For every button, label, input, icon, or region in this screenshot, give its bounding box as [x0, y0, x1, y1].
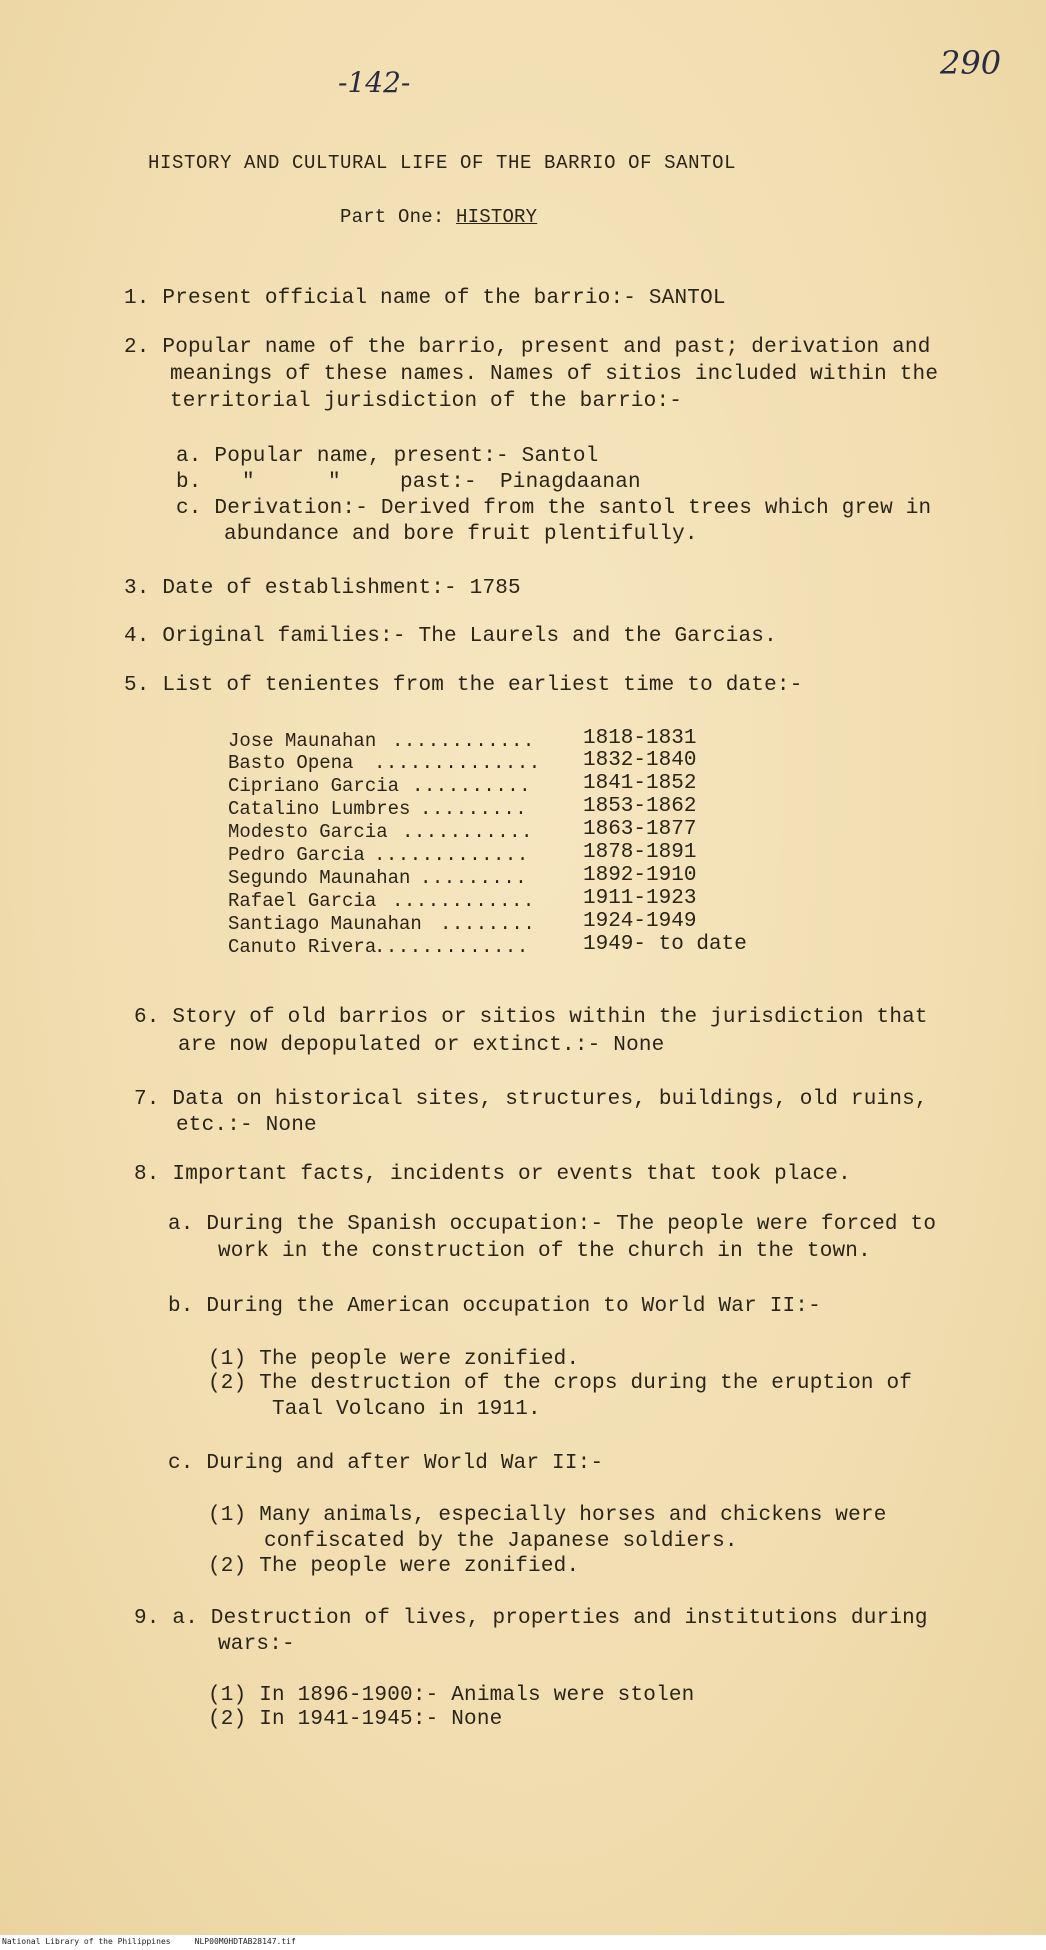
teniente-leader-dots: ..........: [412, 775, 532, 797]
item-8c-1-line-2: confiscated by the Japanese soldiers.: [264, 1530, 738, 1553]
item-8c-2: (2) The people were zonified.: [208, 1555, 580, 1578]
item-8c: c. During and after World War II:-: [168, 1452, 604, 1475]
teniente-name: Canuto Rivera: [228, 936, 377, 958]
item-8a-line-2: work in the construction of the church in the town.: [218, 1240, 871, 1263]
teniente-name: Modesto Garcia: [228, 821, 388, 843]
item-6-line-1: 6. Story of old barrios or sitios within the jurisdiction that: [134, 1006, 928, 1029]
teniente-name: Catalino Lumbres: [228, 798, 411, 820]
item-8b: b. During the American occupation to World War II:-: [168, 1295, 821, 1318]
teniente-leader-dots: ...........: [402, 821, 533, 843]
item-7-line-1: 7. Data on historical sites, structures, buildings, old ruins,: [134, 1088, 928, 1111]
part-label: Part One:: [340, 206, 445, 228]
item-2b-value: Pinagdaanan: [500, 471, 641, 494]
scan-file-name: NLP00M0HDTAB28147.tif: [194, 1937, 296, 1946]
item-2b-ditto-2: ": [328, 471, 341, 494]
teniente-leader-dots: .............: [374, 936, 529, 958]
teniente-years: 1924-1949: [583, 910, 697, 933]
item-2b-letter: b.: [176, 471, 202, 494]
teniente-years: 1853-1862: [583, 795, 697, 818]
teniente-name: Segundo Maunahan: [228, 867, 411, 889]
item-9a-line-2: wars:-: [218, 1633, 295, 1656]
teniente-leader-dots: .........: [420, 798, 528, 820]
part-name: HISTORY: [456, 206, 538, 228]
teniente-leader-dots: ............: [392, 730, 535, 752]
item-4: 4. Original families:- The Laurels and the Garcias.: [124, 625, 777, 648]
item-8a-line-1: a. During the Spanish occupation:- The people were forced to: [168, 1213, 937, 1236]
item-6-line-2: are now depopulated or extinct.:- None: [178, 1034, 665, 1057]
teniente-name: Basto Opena: [228, 752, 354, 774]
scan-footer: [2, 1937, 296, 1946]
teniente-years: 1949- to date: [583, 933, 747, 956]
teniente-years: 1832-1840: [583, 749, 697, 772]
page-number: -142-: [338, 66, 411, 99]
document-title: HISTORY AND CULTURAL LIFE OF THE BARRIO OF SANTOL: [148, 152, 737, 174]
archive-stamp-number: 290: [940, 44, 1002, 82]
item-2b-past: past:-: [400, 471, 477, 494]
item-9a-2: (2) In 1941-1945:- None: [208, 1708, 503, 1731]
item-7-line-2: etc.:- None: [176, 1114, 317, 1137]
library-credit: National Library of the Philippines: [2, 1937, 171, 1946]
teniente-years: 1911-1923: [583, 887, 697, 910]
item-2-line-3: territorial jurisdiction of the barrio:-: [170, 390, 683, 413]
teniente-name: Rafael Garcia: [228, 890, 377, 912]
item-2c-line-2: abundance and bore fruit plentifully.: [224, 523, 698, 546]
teniente-name: Jose Maunahan: [228, 730, 377, 752]
teniente-years: 1863-1877: [583, 818, 697, 841]
item-8c-1-line-1: (1) Many animals, especially horses and chickens were: [208, 1504, 887, 1527]
teniente-name: Pedro Garcia: [228, 844, 365, 866]
teniente-years: 1892-1910: [583, 864, 697, 887]
item-2-line-2: meanings of these names. Names of sitios included within the: [170, 363, 939, 386]
item-3: 3. Date of establishment:- 1785: [124, 577, 521, 600]
item-5: 5. List of tenientes from the earliest time to date:-: [124, 674, 803, 697]
teniente-years: 1878-1891: [583, 841, 697, 864]
item-9a-line-1: 9. a. Destruction of lives, properties and institutions during: [134, 1607, 928, 1630]
item-8b-2-line-2: Taal Volcano in 1911.: [272, 1398, 541, 1421]
teniente-years: 1818-1831: [583, 727, 697, 750]
item-8b-1: (1) The people were zonified.: [208, 1348, 580, 1371]
teniente-leader-dots: .........: [420, 867, 528, 889]
item-1: 1. Present official name of the barrio:- SANTOL: [124, 287, 726, 310]
item-2-line-1: 2. Popular name of the barrio, present and past; derivation and: [124, 336, 931, 359]
teniente-leader-dots: .............: [374, 844, 529, 866]
teniente-name: Cipriano Garcia: [228, 775, 400, 797]
teniente-leader-dots: ............: [392, 890, 535, 912]
item-8b-2-line-1: (2) The destruction of the crops during the eruption of: [208, 1372, 913, 1395]
part-heading: [340, 206, 537, 228]
teniente-leader-dots: ........: [440, 913, 536, 935]
teniente-name: Santiago Maunahan: [228, 913, 422, 935]
item-2b-ditto-1: ": [242, 471, 255, 494]
item-2c-line-1: c. Derivation:- Derived from the santol trees which grew in: [176, 497, 932, 520]
teniente-years: 1841-1852: [583, 772, 697, 795]
teniente-leader-dots: ..............: [374, 752, 541, 774]
item-8: 8. Important facts, incidents or events that took place.: [134, 1163, 851, 1186]
item-9a-1: (1) In 1896-1900:- Animals were stolen: [208, 1684, 695, 1707]
item-2a: a. Popular name, present:- Santol: [176, 445, 599, 468]
